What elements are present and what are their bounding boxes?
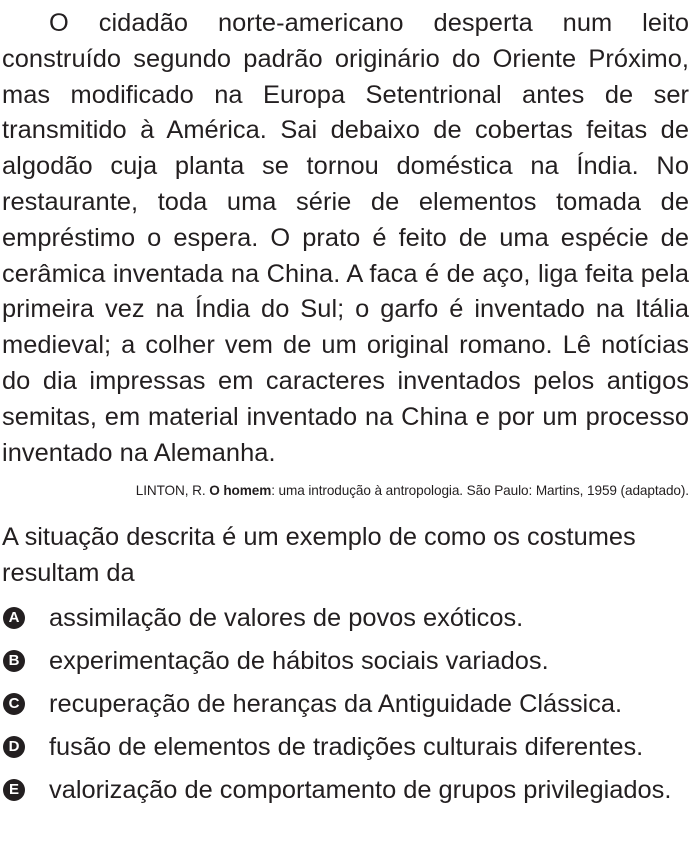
option-d[interactable] [2, 731, 689, 764]
answer-options [2, 602, 689, 807]
option-e-text: valorização de comportamento de grupos privilegiados. [49, 776, 672, 805]
option-b-letter-badge: B [3, 650, 25, 672]
option-c-text: recuperação de heranças da Antiguidade Clássica. [49, 690, 623, 719]
option-e[interactable] [2, 774, 689, 807]
option-b-text: experimentação de hábitos sociais variados. [49, 647, 549, 676]
option-c-letter-badge: C [3, 693, 25, 715]
option-b[interactable] [2, 645, 689, 678]
option-a-letter-badge: A [3, 607, 25, 629]
citation [2, 482, 689, 500]
option-d-letter-badge: D [3, 736, 25, 758]
option-c[interactable] [2, 688, 689, 721]
citation-author: LINTON, R. [135, 483, 210, 499]
citation-title: O homem [209, 483, 272, 499]
option-a[interactable] [2, 602, 689, 635]
option-a-text: assimilação de valores de povos exóticos. [49, 604, 524, 633]
option-e-letter-badge: E [3, 779, 25, 801]
option-d-text: fusão de elementos de tradições culturais diferentes. [49, 733, 644, 762]
question-stem: A situação descrita é um exemplo de como os costumes resultam da [2, 523, 636, 587]
passage-text: O cidadão norte-americano desperta num leito construído segundo padrão originário do Oriente Próximo, mas modificado na Europa Setentrional antes de ser transmitido à América. Sai debaixo de cobertas feitas de algodão cuja planta se tornou doméstica na Índia. No restaurante, toda uma série de elementos tomada de empréstimo o espera. O prato é feito de uma espécie de cerâmica inventada na China. A faca é de aço, liga feita pela primeira vez na Índia do Sul; o garfo é inventado na Itália medieval; a colher vem de um original romano. Lê notícias do dia impressas em caracteres inventados pelos antigos semitas, em material inventado na China e por um processo inventado na Alemanha. [2, 9, 689, 467]
citation-details: : uma introdução à antropologia. São Paulo: Martins, 1959 (adaptado). [271, 483, 689, 499]
